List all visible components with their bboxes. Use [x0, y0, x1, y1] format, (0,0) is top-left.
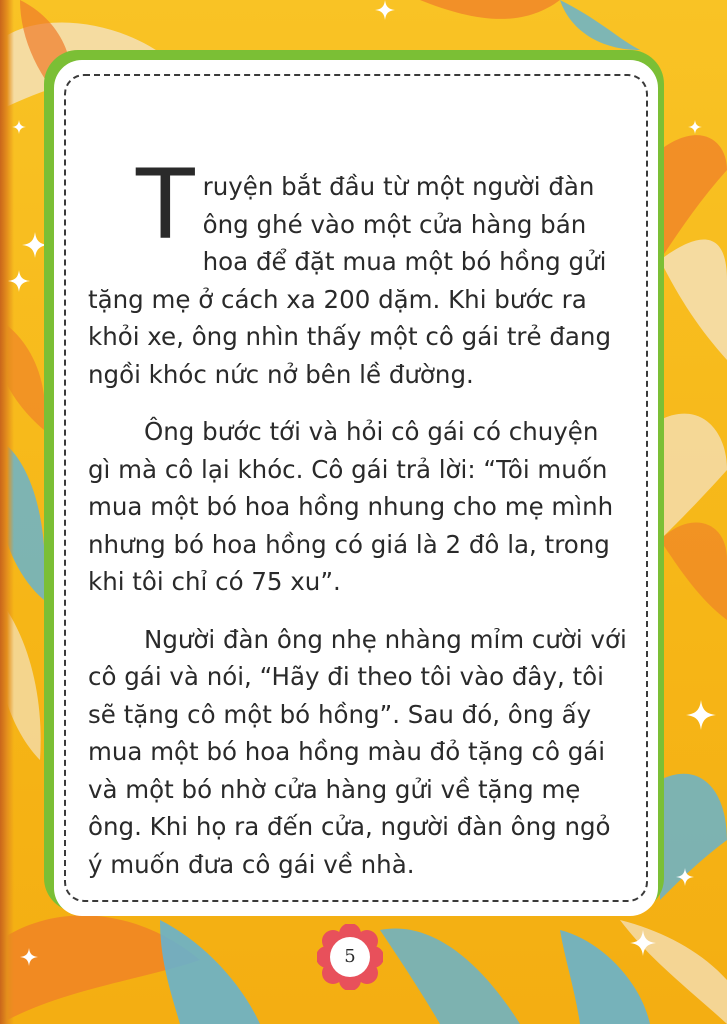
sparkle-icon: [686, 700, 716, 730]
story-paragraph-2: Ông bước tới và hỏi cô gái có chuyện gì mà cô lại khóc. Cô gái trả lời: “Tôi muốn mua một bó hoa hồng nhung cho mẹ mình nhưng bó hoa hồng có giá là 2 đô la, trong khi tôi chỉ có 75 xu”.: [88, 417, 614, 596]
story-paragraph-3: Người đàn ông nhẹ nhàng mỉm cười với cô gái và nói, “Hãy đi theo tôi vào đây, tôi sẽ tặng cô một bó hồng”. Sau đó, ông ấy mua một bó hoa hồng màu đỏ tặng cô gái và một bó nhờ cửa hàng gửi về tặng mẹ ông. Khi họ ra đến cửa, người đàn ông ngỏ ý muốn đưa cô gái về nhà.: [88, 624, 627, 879]
story-paragraph-1-text: ruyện bắt đầu từ một người đàn ông ghé vào một cửa hàng bán hoa để đặt mua một bó hồng gửi tặng mẹ ở cách xa 200 dặm. Khi bước ra khỏi xe, ông nhìn thấy một cô gái trẻ đang ngồi khóc nức nở bên lề đường.: [88, 172, 612, 389]
story-paragraph-1: [88, 149, 628, 393]
sparkle-icon: [630, 930, 656, 956]
sparkle-icon: [20, 948, 38, 966]
sparkle-icon: [688, 120, 702, 134]
page-number-badge: [317, 924, 383, 990]
sparkle-icon: [8, 270, 30, 292]
page-edge-shadow: [0, 0, 14, 1024]
sparkle-icon: [676, 868, 694, 886]
sparkle-icon: [12, 120, 26, 134]
sparkle-icon: [374, 0, 396, 20]
story-text: [88, 149, 628, 903]
drop-cap: T: [136, 149, 195, 261]
page-number: 5: [330, 937, 370, 977]
